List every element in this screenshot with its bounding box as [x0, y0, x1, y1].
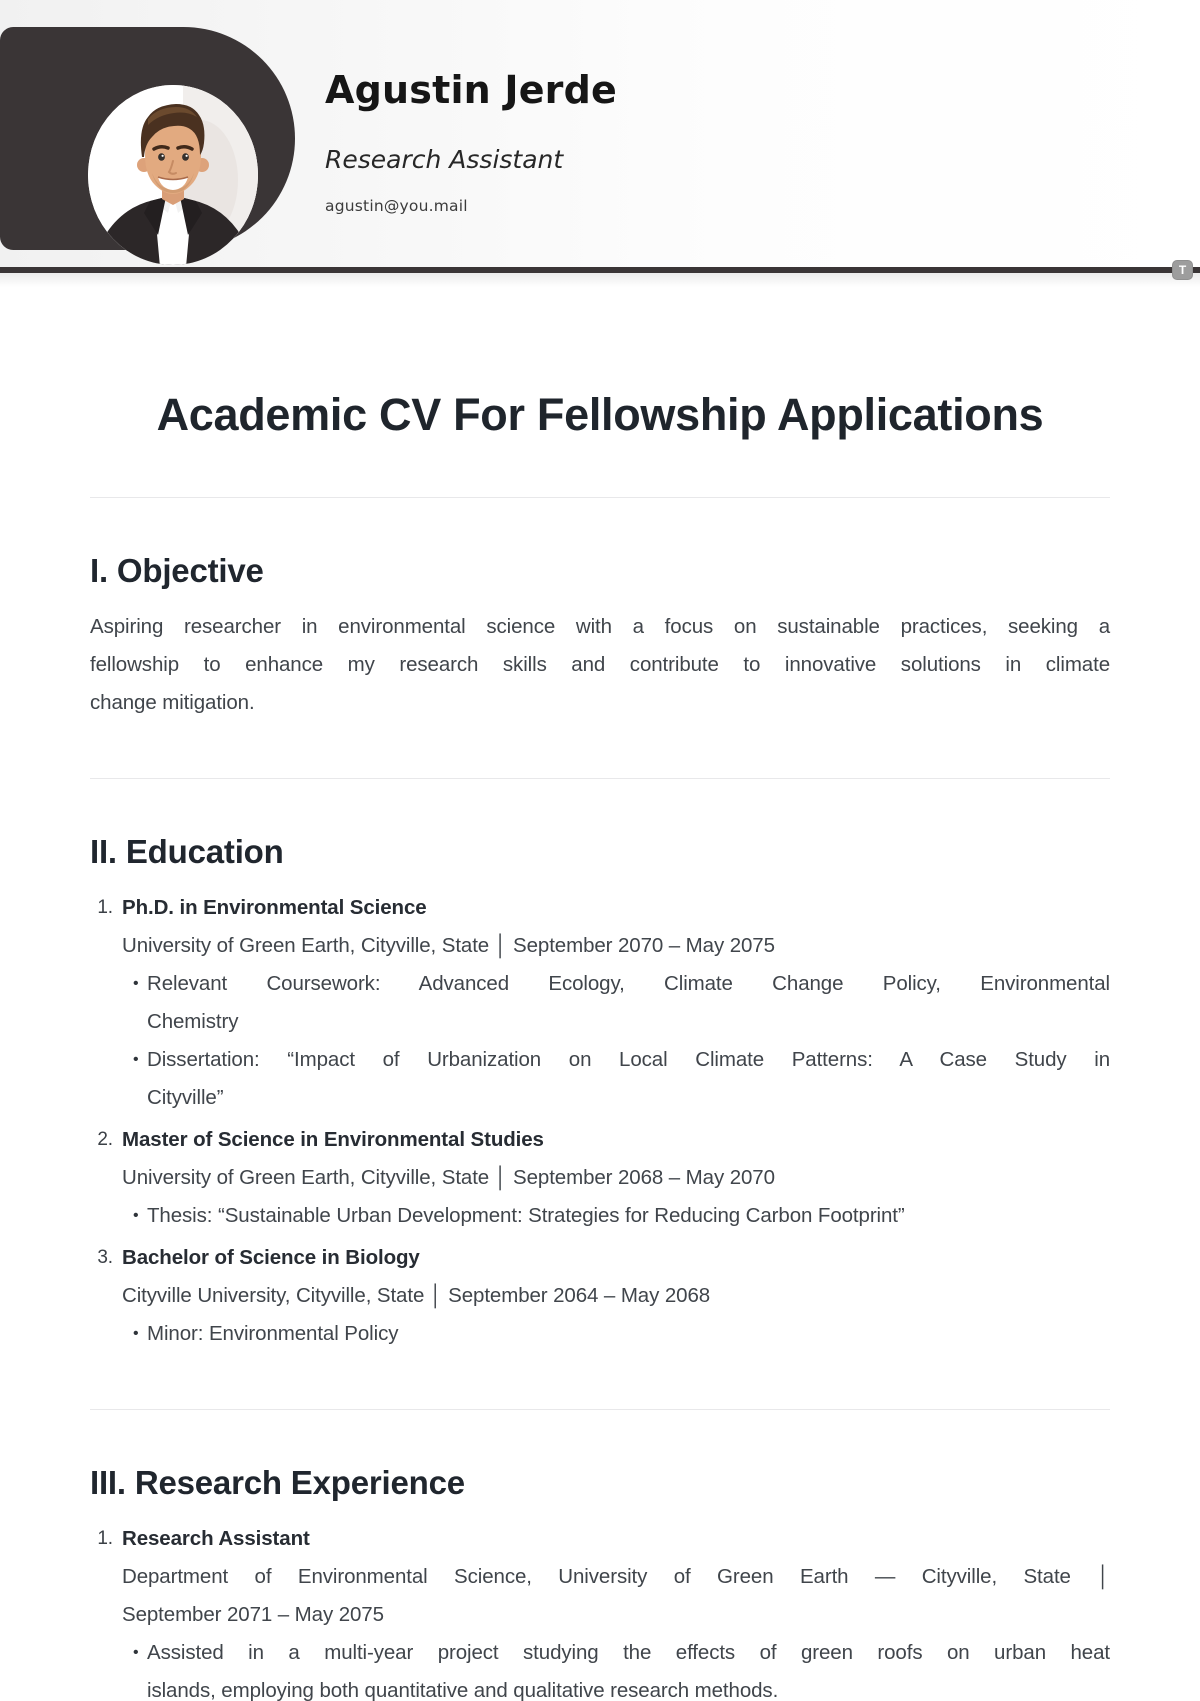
header-band [0, 0, 1200, 267]
bullet-line: islands, employing both quantitative and qualitative research methods. [147, 1679, 779, 1701]
section-heading: II. Education [90, 833, 284, 870]
bullet-line: Relevant Coursework: Advanced Ecology, Climate Change Policy, Environmental [147, 972, 1110, 995]
item-number: 2. [97, 1129, 113, 1150]
paragraph-line: Aspiring researcher in environmental science with a focus on sustainable practices, seeking a [90, 615, 1110, 638]
item-subtitle [122, 1159, 1110, 1197]
bullet-icon: • [133, 1644, 139, 1661]
item-title: Research Assistant [122, 1527, 310, 1550]
section-divider [90, 778, 1110, 779]
bullet-list [133, 1315, 1110, 1353]
identity-block [325, 66, 617, 216]
bullet-item [133, 965, 1110, 1041]
section-divider [90, 1409, 1110, 1410]
section-heading: III. Research Experience [90, 1464, 465, 1501]
bullet-icon: • [133, 1051, 139, 1068]
drag-handle-icon[interactable]: T [1172, 260, 1193, 280]
bullet-list [133, 1634, 1110, 1701]
bullet-text [147, 1041, 1110, 1117]
item-body [122, 1239, 1110, 1353]
bullet-line: Cityville” [147, 1086, 224, 1109]
numbered-item [90, 1121, 1110, 1235]
item-subtitle-line: Cityville University, Cityville, State │ September 2064 – May 2068 [122, 1284, 711, 1307]
paragraph-line: change mitigation. [90, 691, 255, 714]
bullet-list [133, 965, 1110, 1117]
item-body [122, 1121, 1110, 1235]
profile-role: Research Assistant [325, 145, 564, 174]
section [90, 1462, 1110, 1701]
item-title: Ph.D. in Environmental Science [122, 896, 427, 919]
item-subtitle [122, 927, 1110, 965]
bullet-text [147, 1634, 1110, 1701]
item-number: 1. [97, 1528, 113, 1549]
item-body [122, 1520, 1110, 1701]
bullet-line: Dissertation: “Impact of Urbanization on Local Climate Patterns: A Case Study in [147, 1048, 1110, 1071]
items-list [90, 1520, 1110, 1701]
profile-email: agustin@you.mail [325, 197, 468, 215]
document-title: Academic CV For Fellowship Applications [156, 389, 1044, 440]
item-subtitle-line: University of Green Earth, Cityville, State │ September 2070 – May 2075 [122, 934, 775, 957]
items-list [90, 889, 1110, 1353]
item-title: Master of Science in Environmental Studies [122, 1128, 544, 1151]
bullet-text [147, 965, 1110, 1041]
section-paragraph [90, 608, 1110, 722]
bullet-item [133, 1197, 1110, 1235]
header-banner-shape [0, 27, 295, 250]
bullet-line: Assisted in a multi-year project studying the effects of green roofs on urban heat [147, 1641, 1110, 1664]
item-body [122, 889, 1110, 1117]
bullet-text [147, 1315, 1110, 1353]
bullet-icon: • [133, 1325, 139, 1342]
bullet-icon: • [133, 975, 139, 992]
numbered-item [90, 1239, 1110, 1353]
item-subtitle-line: September 2071 – May 2075 [122, 1603, 384, 1626]
bullet-list [133, 1197, 1110, 1235]
item-subtitle-line: Department of Environmental Science, University of Green Earth — Cityville, State │ [122, 1565, 1110, 1588]
paragraph-line: fellowship to enhance my research skills and contribute to innovative solutions in climate [90, 653, 1110, 676]
section [90, 550, 1110, 722]
bullet-line: Thesis: “Sustainable Urban Development: Strategies for Reducing Carbon Footprint” [147, 1204, 905, 1227]
bullet-icon: • [133, 1207, 139, 1224]
item-number: 1. [97, 897, 113, 918]
item-subtitle-line: University of Green Earth, Cityville, State │ September 2068 – May 2070 [122, 1166, 775, 1189]
bullet-item [133, 1634, 1110, 1701]
section-divider [90, 497, 1110, 498]
profile-name: Agustin Jerde [325, 68, 617, 112]
bullet-line: Chemistry [147, 1010, 239, 1033]
section-heading: I. Objective [90, 552, 264, 589]
bullet-item [133, 1041, 1110, 1117]
header-shadow-strip [0, 273, 1200, 287]
section [90, 831, 1110, 1353]
numbered-item [90, 1520, 1110, 1701]
bullet-text [147, 1197, 1110, 1235]
document-content [0, 389, 1200, 1701]
item-number: 3. [97, 1247, 113, 1268]
profile-photo-illustration [88, 85, 258, 265]
profile-photo [88, 85, 258, 265]
sections-container [90, 497, 1110, 1701]
bullet-line: Minor: Environmental Policy [147, 1322, 399, 1345]
bullet-item [133, 1315, 1110, 1353]
item-title: Bachelor of Science in Biology [122, 1246, 420, 1269]
item-subtitle [122, 1558, 1110, 1634]
item-subtitle [122, 1277, 1110, 1315]
numbered-item [90, 889, 1110, 1117]
